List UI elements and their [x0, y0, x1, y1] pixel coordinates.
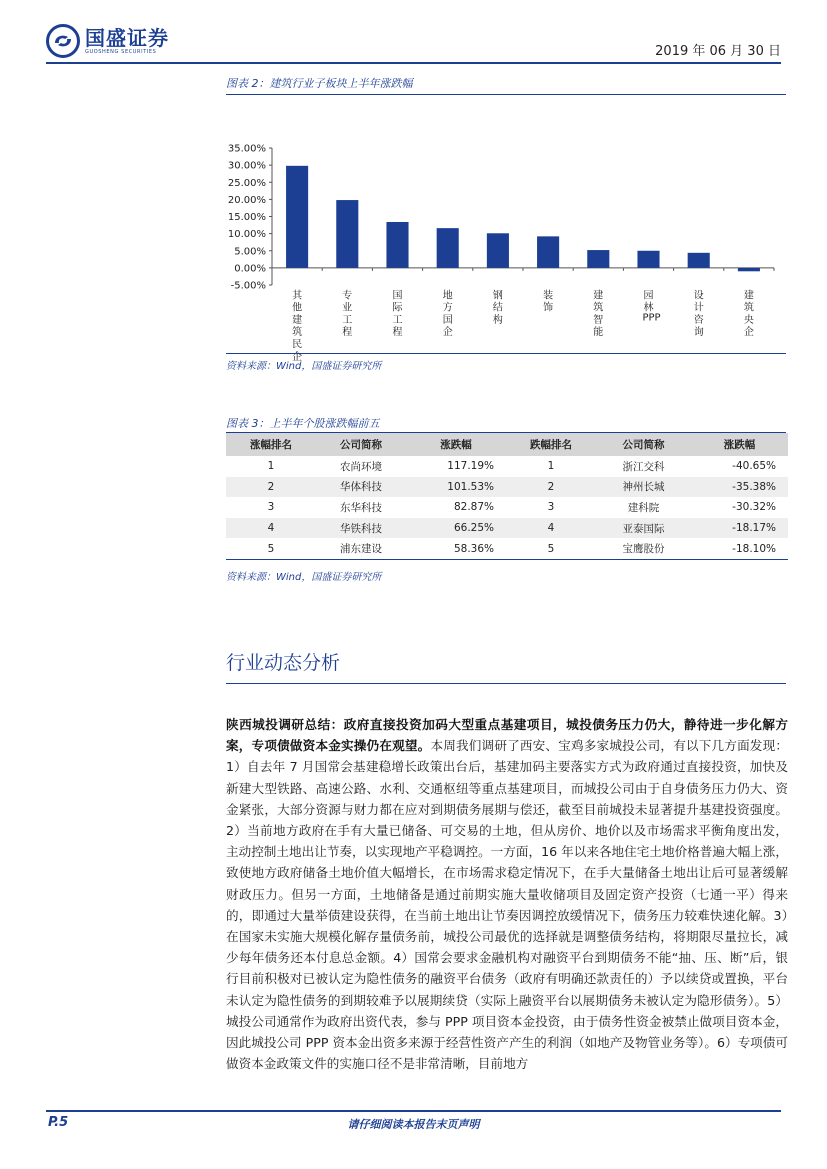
bar [738, 268, 760, 271]
chart-y-axis [228, 144, 774, 292]
table-cell: 117.19% [447, 460, 494, 473]
table-cell: 亚泰国际 [596, 518, 691, 539]
figure3-source: 资料来源：Wind，国盛证券研究所 [226, 572, 382, 583]
page-number: P.5 [48, 1115, 69, 1130]
table-cell: 3 [547, 501, 555, 514]
bar [487, 233, 509, 268]
logo-emblem-icon [46, 24, 80, 58]
bar [336, 200, 358, 268]
table-cell: 华铁科技 [316, 518, 406, 539]
header-divider [46, 62, 781, 64]
table-cell: 农尚环境 [340, 460, 382, 473]
table-cell: 101.53% [406, 477, 506, 498]
sector-performance-bar-chart [226, 140, 786, 363]
bar [386, 222, 408, 268]
table-cell: 建科院 [627, 501, 660, 514]
table-header-cell: 公司简称 [316, 433, 406, 456]
table-cell: 1 [547, 460, 555, 473]
x-tick-label: 地方国企 [442, 290, 453, 339]
disclaimer-note: 请仔细阅读本报告末页声明 [347, 1118, 480, 1131]
section-title: 行业动态分析 [226, 652, 341, 674]
figure3-caption: 图表 3：上半年个股涨跌幅前五 [226, 417, 380, 430]
bar [437, 228, 459, 268]
table-header-cell: 公司简称 [596, 433, 691, 456]
y-tick-label: 5.00% [234, 246, 266, 258]
bar [688, 253, 710, 268]
y-tick-label: 25.00% [227, 177, 266, 189]
table-row [226, 538, 788, 559]
y-tick-label: 0.00% [234, 263, 266, 275]
table-cell: 1 [267, 460, 275, 473]
report-date: 2019 年 06 月 30 日 [655, 44, 781, 59]
table-cell: 浦东建设 [316, 538, 406, 559]
chart-x-labels [292, 268, 774, 363]
x-tick-label: 园林 PPP [642, 290, 661, 324]
x-tick-label: 钢结构 [492, 290, 503, 326]
table-cell: 4 [506, 518, 596, 539]
figure2-top-rule [226, 94, 786, 95]
table-header-cell: 涨幅排名 [226, 433, 316, 456]
bar [537, 236, 559, 268]
bar [637, 251, 659, 268]
company-logo [46, 24, 169, 58]
x-tick-label: 建筑央企 [743, 290, 754, 339]
y-tick-label: -5.00% [230, 280, 266, 292]
figure2-caption: 图表 2：建筑行业子板块上半年涨跌幅 [226, 77, 413, 90]
table-header-cell: 跌幅排名 [506, 433, 596, 456]
section-body [226, 714, 788, 1074]
table-cell: 5 [226, 538, 316, 559]
table-cell: -35.38% [691, 477, 788, 498]
y-tick-label: 15.00% [227, 212, 266, 223]
x-tick-label: 其他建筑民企 [292, 290, 303, 363]
table-cell: -18.17% [691, 518, 788, 539]
table-cell: -18.10% [691, 538, 788, 559]
logo-english-name: GUOSHENG SECURITIES [85, 48, 157, 55]
x-tick-label: 装饰 [543, 290, 554, 314]
section-lead: 陕西城投调研总结：政府直接投资加码大型重点基建项目，城投债务压力仍大，静待进一步化解方案，专项债做资本金实操仍在观望。 [226, 717, 788, 754]
table-header-row [226, 433, 788, 456]
logo-chinese-name: 国盛证券 [85, 25, 169, 50]
footer-divider [46, 1110, 781, 1112]
table-row [226, 456, 788, 477]
table-cell: 66.25% [406, 518, 506, 539]
chart-bars [286, 166, 760, 271]
table-cell: 3 [267, 501, 275, 514]
section-divider [226, 683, 786, 684]
table-cell: 82.87% [453, 501, 494, 514]
bar [587, 250, 609, 268]
table-cell: -30.32% [732, 501, 776, 514]
table-row [226, 518, 788, 539]
x-tick-label: 专业工程 [342, 290, 353, 339]
x-tick-label: 建筑智能 [593, 290, 604, 339]
table-cell: 5 [506, 538, 596, 559]
table-cell: 神州长城 [596, 477, 691, 498]
table-header-cell: 涨跌幅 [691, 433, 788, 456]
table-cell: 4 [226, 518, 316, 539]
section-paragraph: 本周我们调研了西安、宝鸡多家城投公司，有以下几方面发现：1）自去年 7 月国常会基建稳增长政策出台后，基建加码主要落实方式为政府通过直接投资，加快及新建大型铁路、高速公路、水利、交通枢纽等重点基建项目，而城投公司由于自身债务压力仍大、资金紧张，大部分资源与财力都在应对到期债务展期与偿还，截至目前城投未显著提升基建投资强度。2）当前地方政府在手有大量已储备、可交易的土地，但从房价、地价以及市场需求平衡角度出发，主动控制土地出让节奏，以实现地产平稳调控。一方面，16 年以来各地住宅土地价格普遍大幅上涨，致使地方政府储备土地价值大幅增长，在市场需求稳定情况下，在手大量储备土地出让后可显著缓解财政压力。但另一方面，土地储备是通过前期实施大量收储项目及固定资产投资（七通一平）得来的，即通过大量举债建设获得，在当前土地出让节奏因调控放缓情况下，债务压力较难快速化解。3）在国家未实施大规模化解存量债务前，城投公司最优的选择就是调整债务结构，将期限尽量拉长，减少每年债务还本付息总金额。4）国常会要求金融机构对融资平台到期债务不能“抽、压、断”后，银行目前积极对已被认定为隐性债务的融资平台债务（政府有明确还款责任的）予以续贷或置换，平台未认定为隐性债务的到期较难予以展期续贷（实际上融资平台以展期债务未被认定为隐形债务）。5）城投公司通常作为政府出资代表，参与 PPP 项目资本金投资，由于债务性资金被禁止做项目资本金，因此城投公司 PPP 资本金出资多来源于经营性资产产生的利润（如地产及物管业务等）。6）专项债可做资本金政策文件的实施口径不是非常清晰，目前地方 [226, 738, 789, 1072]
bar [286, 166, 308, 268]
table-cell: 华体科技 [316, 477, 406, 498]
y-tick-label: 10.00% [227, 229, 266, 241]
y-tick-label: 20.00% [227, 194, 266, 206]
table-header-cell: 涨跌幅 [406, 433, 506, 456]
top-stocks-table [226, 433, 788, 560]
table-row [226, 477, 788, 498]
table-row [226, 497, 788, 518]
table-cell: 2 [226, 477, 316, 498]
table-cell: 浙江交科 [622, 460, 665, 473]
table-cell: 58.36% [406, 538, 506, 559]
figure2-source: 资料来源：Wind，国盛证券研究所 [226, 361, 382, 372]
table-cell: -40.65% [732, 460, 776, 473]
figure2-bottom-rule [226, 353, 786, 354]
y-tick-label: 30.00% [227, 160, 266, 172]
table-cell: 宝鹰股份 [596, 538, 691, 559]
y-tick-label: 35.00% [227, 143, 266, 155]
table-cell: 东华科技 [340, 501, 382, 514]
x-tick-label: 设计咨询 [693, 290, 704, 339]
x-tick-label: 国际工程 [392, 290, 403, 339]
table-cell: 2 [506, 477, 596, 498]
